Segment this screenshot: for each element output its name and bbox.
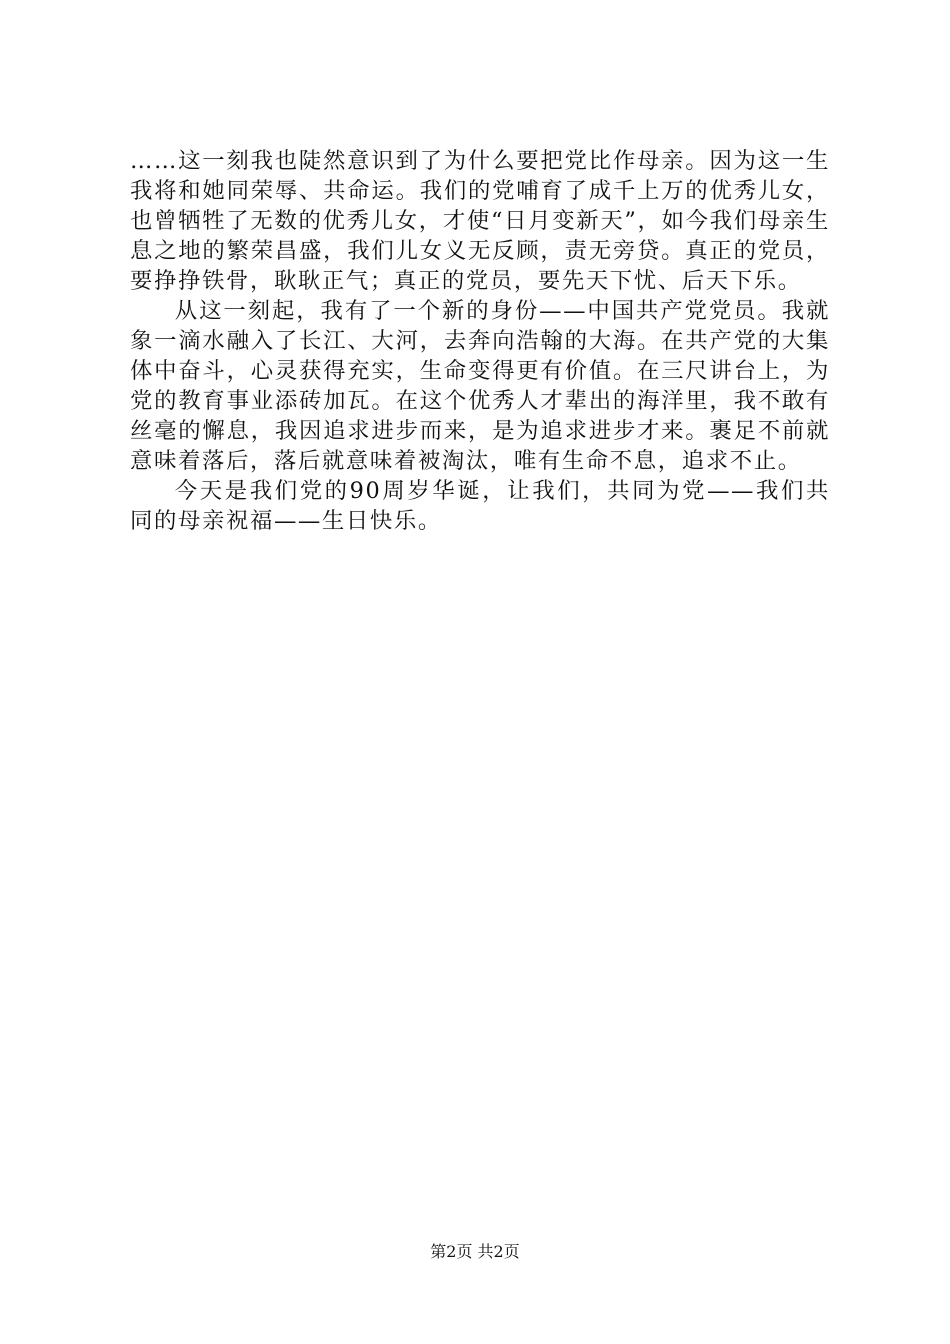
page-footer: 第2页 共2页: [430, 1242, 520, 1261]
paragraph-continuation: ……这一刻我也陡然意识到了为什么要把党比作母亲。因为这一生我将和她同荣辱、共命运。我们的党哺育了成千上万的优秀儿女，也曾牺牲了无数的优秀儿女，才使“日月变新天”，如今我们母亲生息之地的繁荣昌盛，我们儿女义无反顾，责无旁贷。真正的党员，要挣挣铁骨，耿耿正气；真正的党员，要先天下忧、后天下乐。: [130, 148, 830, 294]
paragraph-birthday-wish: 今天是我们党的90周岁华诞，让我们，共同为党——我们共同的母亲祝福——生日快乐。: [130, 478, 830, 534]
paragraph-new-identity: 从这一刻起，我有了一个新的身份——中国共产党党员。我就象一滴水融入了长江、大河，去奔向浩翰的大海。在共产党的大集体中奋斗，心灵获得充实，生命变得更有价值。在三尺讲台上，为党的教育事业添砖加瓦。在这个优秀人才辈出的海洋里，我不敢有丝毫的懈息，我因追求进步而来，是为追求进步才来。裹足不前就意味着落后，落后就意味着被淘汰，唯有生命不息，追求不止。: [130, 298, 830, 474]
document-body: [130, 146, 830, 536]
